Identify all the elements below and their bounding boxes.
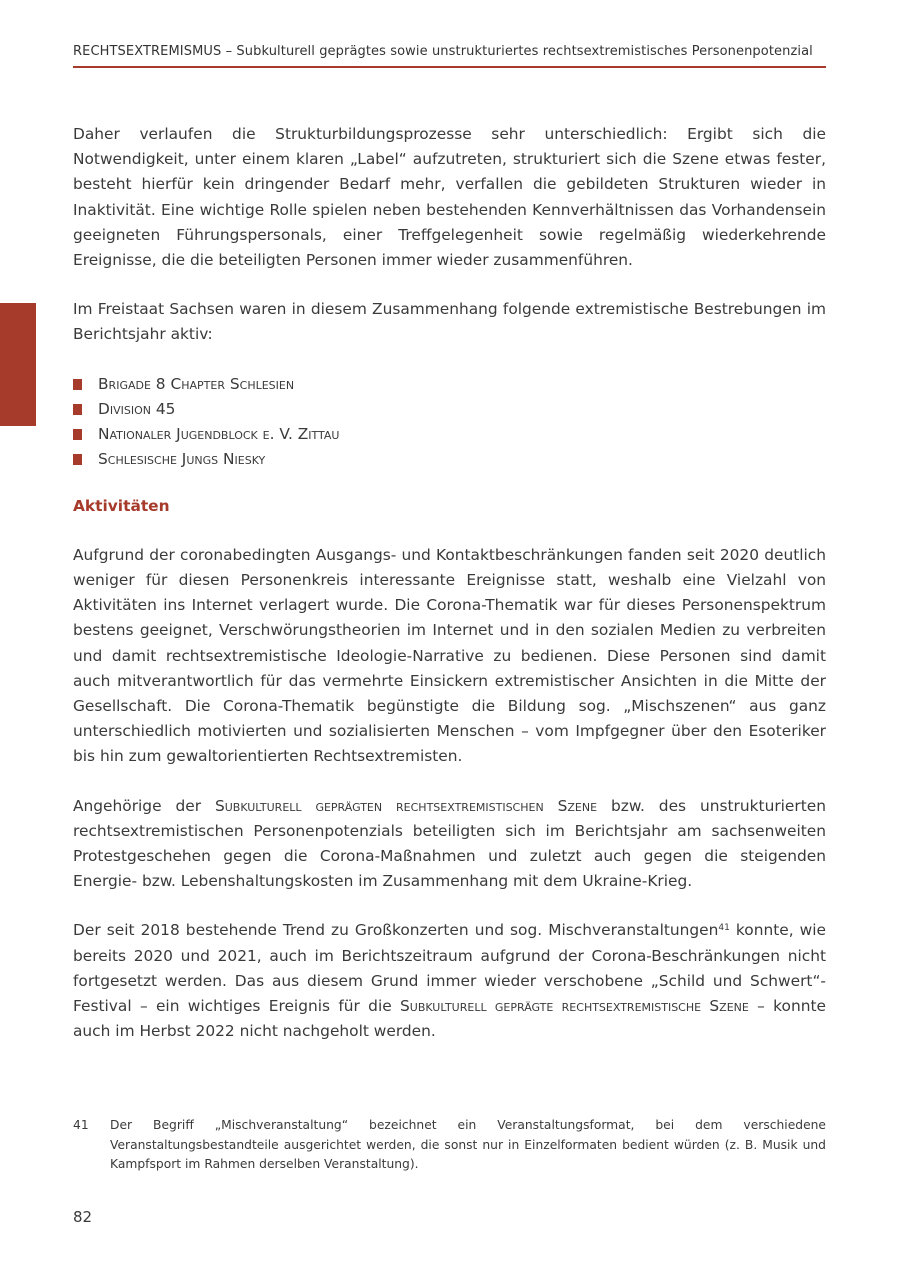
square-bullet-icon: [73, 429, 82, 440]
footnote-text: Der Begriff „Mischveranstaltung“ bezeichnet ein Veranstaltungsformat, bei dem verschiedene Veranstaltungsbestandteile ausgerichtet werden, die sonst nur in Einzelformaten bedient würden (z. B. Musik und Kampfsport im Rahmen derselben Veranstaltung).: [110, 1118, 826, 1171]
paragraph-activities: Aufgrund der coronabedingten Ausgangs- und Kontaktbeschränkungen fanden seit 2020 deutlich weniger für diesen Personenkreis interessante Ereignisse statt, weshalb eine Vielzahl von Aktivitäten ins Internet verlagert wurde. Die Corona-Thematik war für dieses Personenspektrum bestens geeignet, Verschwörungstheorien im Internet und in den sozialen Medien zu verbreiten und damit rechtsextremistische Ideologie-Narrative zu bedienen. Diese Personen sind damit auch mitverantwortlich für das vermehrte Einsickern extremistischer Ansichten in die Mitte der Gesellschaft. Die Corona-Thematik begünstigte die Bildung sog. „Mischszenen“ aus ganz unterschiedlich motivierten und sozialisierten Menschen – vom Impfgegner über den Esoteriker bis hin zum gewaltorientierten Rechtsextremisten.: [73, 545, 826, 766]
paragraph-intro-list: Im Freistaat Sachsen waren in diesem Zusammenhang folgende extremistische Bestrebungen im Berichtsjahr aktiv:: [73, 300, 826, 344]
list-item: Schlesische Jungs Niesky: [73, 447, 826, 472]
footnote: [73, 1116, 826, 1175]
square-bullet-icon: [73, 404, 82, 415]
square-bullet-icon: [73, 454, 82, 465]
paragraph-concerts: Der seit 2018 bestehende Trend zu Großkonzerten und sog. Mischveranstaltungen$^{41}$ konnte, wie bereits 2020 und 2021, auch im Berichtszeitraum aufgrund der Corona-Beschränkungen nicht fortgesetzt werden. Das aus diesem Grund immer wieder verschobene „Schild und Schwert“-Festival – ein wichtiges Ereignis für die Subkulturell geprägte rechtsextremistische Szene – konnte auch im Herbst 2022 nicht nachgeholt werden.: [73, 921, 826, 1041]
section-heading: Aktivitäten: [73, 496, 170, 515]
organization-list: [73, 372, 826, 472]
list-item: Division 45: [73, 397, 826, 422]
scene-term: Subkulturell geprägte rechtsextremistische Szene: [400, 997, 749, 1016]
chapter-side-tab: [0, 303, 36, 426]
page-content: [73, 122, 826, 1068]
square-bullet-icon: [73, 379, 82, 390]
list-item: Nationaler Jugendblock e. V. Zittau: [73, 422, 826, 447]
list-item: Brigade 8 Chapter Schlesien: [73, 372, 826, 397]
scene-term: Subkulturell geprägten rechtsextremistischen Szene: [214, 796, 598, 815]
paragraph-protests: Angehörige der Subkulturell geprägten rechtsextremistischen Szene bzw. des unstrukturierten rechtsextremistischen Personenpotenzials beteiligten sich im Berichtsjahr am sachsenweiten Protestgeschehen gegen die Corona-Maßnahmen und zuletzt auch gegen die steigenden Energie- bzw. Lebenshaltungskosten im Zusammenhang mit dem Ukraine-Krieg.: [73, 796, 826, 891]
footnote-reference[interactable]: 41: [718, 923, 730, 934]
header-rule: [73, 66, 826, 68]
footnote-number: 41: [73, 1118, 89, 1132]
page-number: 82: [73, 1208, 93, 1226]
paragraph-structure: Daher verlaufen die Strukturbildungsprozesse sehr unterschiedlich: Ergibt sich die Notwendigkeit, unter einem klaren „Label“ aufzutreten, strukturiert sich die Szene etwas fester, besteht hierfür kein dringender Bedarf mehr, verfallen die gebildeten Strukturen wieder in Inaktivität. Eine wichtige Rolle spielen neben bestehenden Kennverhältnissen das Vorhandensein geeigneten Führungspersonals, einer Treffgelegenheit sowie regelmäßig wiederkehrende Ereignisse, die die beteiligten Personen immer wieder zusammenführen.: [73, 125, 826, 270]
running-header: RECHTSEXTREMISMUS – Subkulturell geprägtes sowie unstrukturiertes rechtsextremistisches Personenpotenzial: [73, 44, 813, 59]
